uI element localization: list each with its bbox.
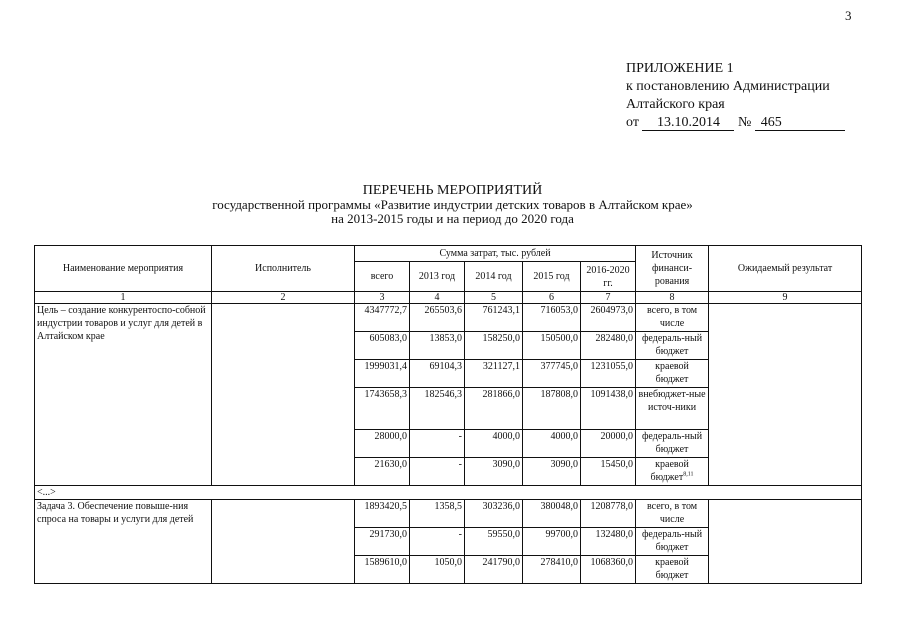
result-cell bbox=[709, 304, 862, 486]
header-result: Ожидаемый результат bbox=[709, 246, 862, 292]
cell-2014: 4000,0 bbox=[465, 430, 523, 458]
result-cell bbox=[709, 500, 862, 584]
header-name: Наименование мероприятия bbox=[35, 246, 212, 292]
cell-2016-2020: 20000,0 bbox=[581, 430, 636, 458]
cell-source: краевой бюджет bbox=[636, 556, 709, 584]
cell-source: федераль-ный бюджет bbox=[636, 528, 709, 556]
cell-2016-2020: 1091438,0 bbox=[581, 388, 636, 430]
executor-cell bbox=[212, 304, 355, 486]
cell-2016-2020: 1208778,0 bbox=[581, 500, 636, 528]
cell-2013: 265503,6 bbox=[410, 304, 465, 332]
number-label: № bbox=[737, 115, 752, 130]
column-number: 5 bbox=[465, 292, 523, 304]
cell-total: 4347772,7 bbox=[355, 304, 410, 332]
column-number: 7 bbox=[581, 292, 636, 304]
cell-2015: 99700,0 bbox=[523, 528, 581, 556]
cell-total: 1893420,5 bbox=[355, 500, 410, 528]
header-source: Источник финанси-рования bbox=[636, 246, 709, 292]
cell-2016-2020: 1068360,0 bbox=[581, 556, 636, 584]
footnote-ref: 8,11 bbox=[683, 471, 694, 478]
cell-2013: 1358,5 bbox=[410, 500, 465, 528]
appendix-date-line bbox=[626, 114, 845, 132]
cell-2015: 187808,0 bbox=[523, 388, 581, 430]
header-2015: 2015 год bbox=[523, 262, 581, 292]
cell-source: краевой бюджет bbox=[636, 360, 709, 388]
decree-number: 465 bbox=[755, 115, 845, 131]
cell-total: 1589610,0 bbox=[355, 556, 410, 584]
cell-2016-2020: 282480,0 bbox=[581, 332, 636, 360]
cell-total: 605083,0 bbox=[355, 332, 410, 360]
measure-name: Задача 3. Обеспечение повыше-ния спроса на товары и услуги для детей bbox=[35, 500, 212, 584]
document-title bbox=[0, 184, 905, 226]
column-number: 2 bbox=[212, 292, 355, 304]
header-executor: Исполнитель bbox=[212, 246, 355, 292]
cell-2016-2020: 132480,0 bbox=[581, 528, 636, 556]
cell-source: федераль-ный бюджет bbox=[636, 430, 709, 458]
cell-total: 1999031,4 bbox=[355, 360, 410, 388]
measures-table bbox=[34, 245, 862, 584]
cell-2013: - bbox=[410, 430, 465, 458]
column-number: 8 bbox=[636, 292, 709, 304]
cell-2014: 3090,0 bbox=[465, 458, 523, 486]
cell-source: внебюджет-ные источ-ники bbox=[636, 388, 709, 430]
cell-2013: - bbox=[410, 458, 465, 486]
column-number: 6 bbox=[523, 292, 581, 304]
cell-2014: 241790,0 bbox=[465, 556, 523, 584]
cell-2014: 59550,0 bbox=[465, 528, 523, 556]
header-2016-2020: 2016-2020 гг. bbox=[581, 262, 636, 292]
cell-total: 21630,0 bbox=[355, 458, 410, 486]
header-cost-group: Сумма затрат, тыс. рублей bbox=[355, 246, 636, 262]
header-2014: 2014 год bbox=[465, 262, 523, 292]
executor-cell bbox=[212, 500, 355, 584]
cell-total: 28000,0 bbox=[355, 430, 410, 458]
column-number: 1 bbox=[35, 292, 212, 304]
cell-2015: 278410,0 bbox=[523, 556, 581, 584]
cell-2014: 158250,0 bbox=[465, 332, 523, 360]
cell-2014: 281866,0 bbox=[465, 388, 523, 430]
cell-total: 1743658,3 bbox=[355, 388, 410, 430]
decree-date: 13.10.2014 bbox=[642, 115, 734, 131]
appendix-line2: к постановлению Администрации bbox=[626, 79, 830, 94]
ellipsis-row bbox=[35, 486, 862, 500]
appendix-block bbox=[626, 60, 845, 132]
cell-2015: 150500,0 bbox=[523, 332, 581, 360]
measure-name: Цель – создание конкурентоспо-собной индустрии товаров и услуг для детей в Алтайском крае bbox=[35, 304, 212, 486]
cell-2016-2020: 15450,0 bbox=[581, 458, 636, 486]
cell-2015: 716053,0 bbox=[523, 304, 581, 332]
cell-2015: 4000,0 bbox=[523, 430, 581, 458]
appendix-line3: Алтайского края bbox=[626, 97, 725, 112]
from-label: от bbox=[626, 115, 639, 130]
cell-2014: 761243,1 bbox=[465, 304, 523, 332]
header-2013: 2013 год bbox=[410, 262, 465, 292]
title-line1: ПЕРЕЧЕНЬ МЕРОПРИЯТИЙ bbox=[362, 183, 543, 198]
header-total: всего bbox=[355, 262, 410, 292]
title-line2: государственной программы «Развитие индустрии детских товаров в Алтайском крае» bbox=[212, 197, 693, 212]
page-number: 3 bbox=[845, 8, 852, 23]
cell-2013: 1050,0 bbox=[410, 556, 465, 584]
cell-source bbox=[636, 458, 709, 486]
cell-source: всего, в том числе bbox=[636, 304, 709, 332]
ellipsis-text: <...> bbox=[35, 486, 862, 500]
table-row bbox=[35, 500, 862, 528]
cell-2015: 380048,0 bbox=[523, 500, 581, 528]
cell-source: федераль-ный бюджет bbox=[636, 332, 709, 360]
column-number-row bbox=[35, 292, 862, 304]
appendix-title: ПРИЛОЖЕНИЕ 1 bbox=[626, 61, 734, 76]
cell-2016-2020: 1231055,0 bbox=[581, 360, 636, 388]
cell-2014: 321127,1 bbox=[465, 360, 523, 388]
table-row bbox=[35, 304, 862, 332]
title-line3: на 2013-2015 годы и на период до 2020 года bbox=[331, 211, 574, 226]
cell-total: 291730,0 bbox=[355, 528, 410, 556]
cell-2013: 182546,3 bbox=[410, 388, 465, 430]
column-number: 4 bbox=[410, 292, 465, 304]
cell-2014: 303236,0 bbox=[465, 500, 523, 528]
cell-2016-2020: 2604973,0 bbox=[581, 304, 636, 332]
cell-2013: - bbox=[410, 528, 465, 556]
cell-2015: 377745,0 bbox=[523, 360, 581, 388]
column-number: 9 bbox=[709, 292, 862, 304]
cell-2015: 3090,0 bbox=[523, 458, 581, 486]
cell-2013: 69104,3 bbox=[410, 360, 465, 388]
cell-source-text: краевой бюджет bbox=[650, 459, 689, 483]
cell-source: всего, в том числе bbox=[636, 500, 709, 528]
column-number: 3 bbox=[355, 292, 410, 304]
cell-2013: 13853,0 bbox=[410, 332, 465, 360]
